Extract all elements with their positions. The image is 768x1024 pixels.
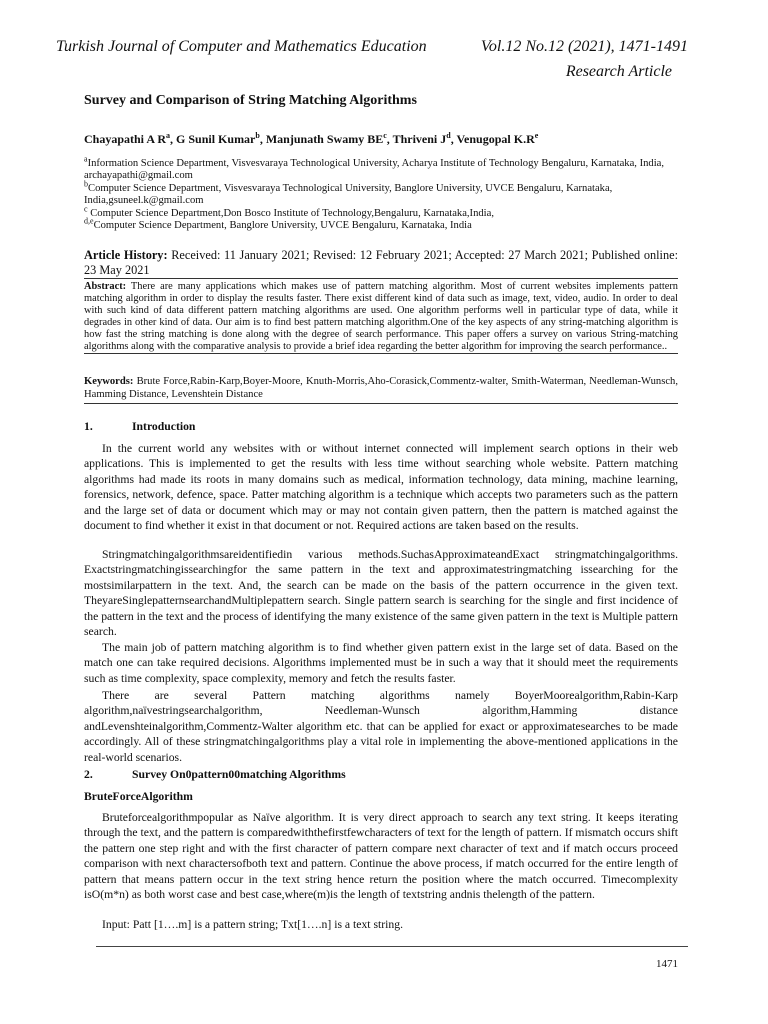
algorithm-input-line: Input: Patt [1….m] is a pattern string; Txt[1….n] is a text string. (102, 918, 404, 931)
running-header (56, 38, 688, 56)
brute-force-paragraph: Bruteforcealgorithmpopular as Naïve algorithm. It is very direct approach to search any text string. It keeps iterating through the text, and the pattern is comparedwiththefirstfewcharacters of text for the length of pattern. If mismatch occurs shift the pattern one step right and with the first character of pattern compare next character of text and if match occurs proceed comparison with next charactersofboth text and pattern. Continue the above process, if match occurred for the entire length of pattern that means pattern occur in the text string hence return the position where the match occurred. Timecomplexity isO(m*n) as both worst case and best case,where(m)is the length of textstring andnis thelength of the pattern. (84, 811, 678, 902)
affiliation-a: $^a$Information Science Department, Visvesvaraya Technological University, Acharya Institute of Technology Bengaluru, Karnataka, India, archayapathi@gmail.com (84, 154, 664, 182)
intro-paragraph-2: Stringmatchingalgorithmsareidentifiedin various methods.SuchasApproximateandExact stringmatchingalgorithms. Exactstringmatchingissearchingfor the same pattern in the text and approximatestringmatching issearching for the mostsimilarpattern in the text. And, the search can be made on the basis of the pattern occurrence in the given text. TheyareSinglepatternsearchandMultiplepattern search. Single pattern search is searching for the single and first incidence of the pattern in the text and the process of identifying the many existence of the same given pattern in the text is Multiple pattern search. (84, 548, 678, 639)
journal-name: Turkish Journal of Computer and Mathematics Education (56, 38, 427, 55)
author-1: Chayapathi A $R^a$, (84, 131, 177, 146)
abstract: Abstract: There are many applications which makes use of pattern matching algorithm. Most of current websites implements pattern matching algorithm in order to display the results faster. There exist different kind of data such as image, text, video, audio. In order to deal with such kind of data different pattern matching algorithms are used. One algorithm performs well in particular type of data, while it degrades in other kind of data. Our aim is to find best pattern matching algorithm.One of the key aspects of any string-matching algorithm is how fast the string matching is done along with the degree of search performance. This paper offers a survey on various String-matching algorithms along with the comparative analysis to provide a brief idea regarding the better algorithm for improving the search performance.. (84, 278, 678, 354)
section-2-heading: 2. Survey On0pattern00matching Algorithms (84, 768, 346, 781)
author-list (84, 132, 538, 147)
intro-paragraph-3: The main job of pattern matching algorithm is to find whether given pattern exist in the large set of data. Based on the match one can take required decisions. Algorithms implemented must be in such a way that it should meet the requirements such as time complexity, space complexity, memory and fetch the results faster. (84, 641, 678, 685)
author-4: Thriveni $J^d$, (392, 131, 457, 146)
affiliation-de: $^{d,e}$Computer Science Department, Banglore University, UVCE Bengaluru, Karnataka, India (84, 216, 472, 232)
brute-force-heading: BruteForceAlgorithm (84, 790, 193, 803)
intro-paragraph-4: There are several Pattern matching algorithms namely BoyerMoorealgorithm,Rabin-Karp algorithm,naïvestringsearchalgorithm, Needleman-Wunsch algorithm,Hamming distance andLevenshteinalgorithm,Commentz-Walter algorithm etc. that can be applied for exact or approximatesearches to be made accordingly. All of these stringmatchingalgorithms play a vital role in implementing the above-mentioned applications in the real-world scenarios. (84, 689, 678, 764)
paper-title: Survey and Comparison of String Matching Algorithms (84, 93, 417, 108)
footer-rule (96, 946, 688, 947)
keywords: Keywords: Brute Force,Rabin-Karp,Boyer-Moore, Knuth-Morris,Aho-Corasick,Commentz-walter, Smith-Waterman, Needleman-Wunsch, Hamming Distance, Levenshtein Distance (84, 376, 678, 404)
author-5: Venugopal $K.R^e$ (456, 131, 539, 146)
affiliation-b: $^b$Computer Science Department, Visvesvaraya Technological University, Banglore University, UVCE Bengaluru, Karnataka, India,gsuneel.k@gmail.com (84, 179, 613, 207)
volume-info: Vol.12 No.12 (2021), 1471-1491 (480, 38, 688, 55)
article-history: Article History: Received: 11 January 2021; Revised: 12 February 2021; Accepted: 27 March 2021; Published online: 23 May 2021 (84, 248, 678, 277)
intro-paragraph-1: In the current world any websites with or without internet connected will implement search options in their web applications. This is implemented to get the results with less time without searching whole website. Pattern matching algorithms had made its roots in many domains such as medical, information technology, data mining, machine learning, forensics, network, defence, space. Patter matching algorithm is a technique which accepts two parameters such as the pattern and the large set of data or document which may or may not contain given pattern, then the pattern is matched against the document to find whether it exist in that document or not. Required actions are taken based on the results. (84, 442, 678, 533)
affiliations (84, 154, 684, 232)
section-1-heading: 1. Introduction (84, 420, 196, 433)
author-3: Manjunath Swamy $BE^c$, (265, 131, 393, 146)
page-number: 1471 (656, 958, 678, 970)
author-2: G Sunil Kumar$^b$, (176, 131, 266, 146)
affiliation-c: $^c$ Computer Science Department,Don Bosco Institute of Technology,Bengaluru, Karnataka,India, (84, 204, 494, 219)
article-type: Research Article (565, 63, 672, 80)
